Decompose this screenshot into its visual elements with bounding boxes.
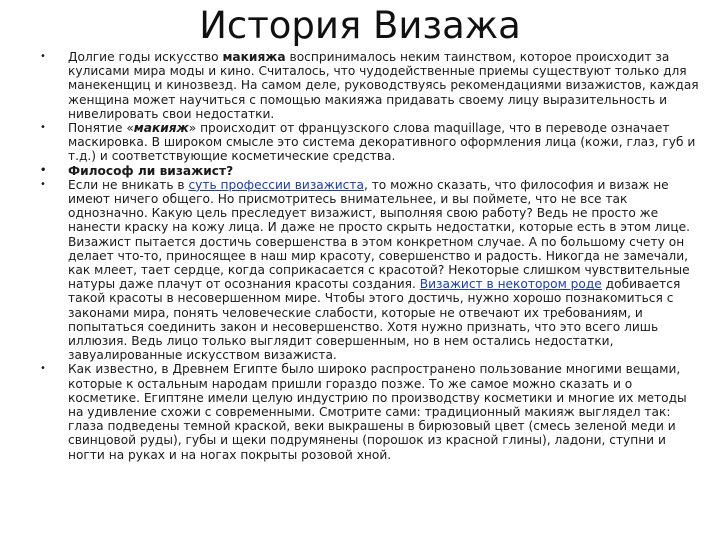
intro-text-end: воспринималось неким таинством, которое происходит за кулисами мира моды и кино. Считалось, что чудодейственные приемы существуют только для манекенщиц и кинозвезд. На самом деле, руководствуясь рекомендациями визажистов, каждая женщина может научиться с помощью макияжа придавать своему лицу выразительность и нивелировать свои недостатки. [68, 50, 699, 121]
bullet-dot-icon: • [40, 363, 46, 375]
visagiste-link[interactable]: Визажист в некотором роде [419, 277, 602, 292]
bullet-item-egypt [40, 362, 700, 461]
definition-text-end: » происходит от французского слова maquillage, что в переводе означает маскировка. В широком смысле это система декоративного оформления лица (кожи, глаз, губ и т.д.) и соответствующие косметические средства. [68, 121, 696, 164]
bullet-item-definition [40, 121, 700, 164]
philosophy-text-middle: , то можно сказать, что философия и визаж не имеют ничего общего. Но присмотритесь внимательнее, и вы поймете, что не все так однозначно. Какую цель преследует визажист, выполняя свою работу? Ведь не просто же нанести краску на кожу лица. И даже не просто скрыть недостатки, которые есть в этом лице. Визажист пытается достичь совершенства в этом конкретном случае. А по большому счету он делает что-то, приносящее в наш мир красоту, совершенство и радость. Никогда не замечали, как млеет, тает сердце, когда соприкасается с красотой? Некоторые слишком чувствительные натуры даже плачут от осознания красоты создания. [68, 177, 691, 292]
intro-bold-term: макияжа [222, 50, 286, 64]
question-heading: Философ ли визажист? [68, 163, 234, 178]
bullet-item-philosophy [40, 178, 700, 363]
philosophy-text-start: Если не вникать в [68, 177, 189, 192]
slide-body [40, 50, 700, 462]
philosophy-text-end: добивается такой красоты в несовершенном мире. Чтобы этого достичь, нужно хорошо познакомиться с законами мира, понять человеческие слабости, которые не отвечают их требованиям, и попытаться соединить закон и несовершенство. Хотя нужно признать, что это всего лишь иллюзия. Ведь лицо только выглядит совершенным, но в нем остались недостатки, завуалированные искусством визажиста. [68, 277, 681, 363]
definition-text-start: Понятие « [68, 121, 134, 136]
bullet-dot-icon: • [40, 51, 46, 62]
intro-text-start: Долгие годы искусство [68, 50, 223, 64]
profession-link[interactable]: суть профессии визажиста [188, 177, 364, 192]
bullet-dot-icon: • [40, 164, 47, 176]
definition-term: макияж [133, 121, 189, 136]
bullet-item-intro [40, 50, 700, 121]
slide-title: История Визажа [199, 4, 521, 47]
bullet-item-question [40, 164, 700, 178]
egypt-text: Как известно, в Древнем Египте было широко распространено пользование многими вещами, которые к остальным народам пришли гораздо позже. То же самое можно сказать и о косметике. Египтяне имели целую индустрию по производству косметики и многие их методы на удивление схожи с современными. Смотрите сами: традиционный макияж выглядел так: глаза подведены темной краской, веки выкрашены в бирюзовый цвет (смесь зеленой меди и свинцовой руды), губы и щеки подрумянены (порошок из красной глины), ладони, ступни и ногти на руках и на ногах покрыты розовой хной. [68, 362, 687, 462]
bullet-dot-icon: • [40, 178, 46, 190]
bullet-dot-icon: • [40, 122, 46, 134]
